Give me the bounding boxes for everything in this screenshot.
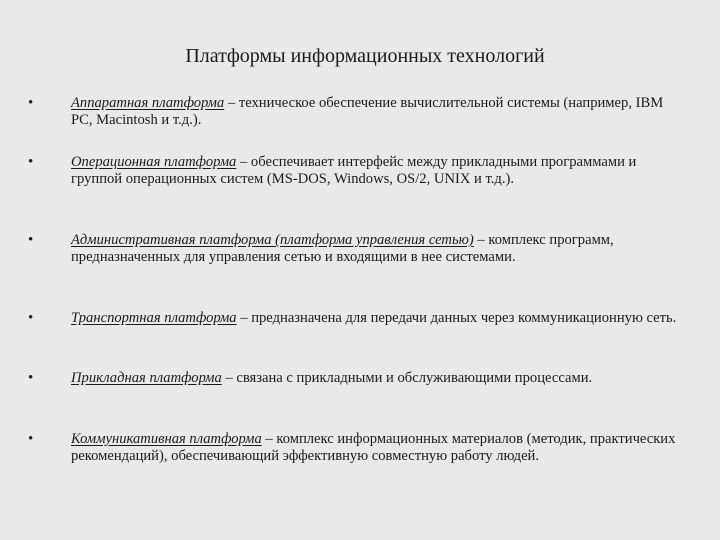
slide-title: Платформы информационных технологий <box>185 45 545 67</box>
term: Административная платформа (платформа управления сетью) <box>71 232 474 248</box>
description: – связана с прикладными и обслуживающими процессами. <box>221 370 593 386</box>
description: – комплекс информационных материалов (методик, практических рекомендаций), обеспечивающий эффективную совместную работу людей. <box>71 431 676 464</box>
bullet-text <box>71 370 681 387</box>
term: Коммуникативная платформа <box>71 431 262 447</box>
bullet-text <box>71 154 681 187</box>
term: Операционная платформа <box>71 154 237 170</box>
bullet-text <box>71 310 681 327</box>
description: – техническое обеспечение вычислительной системы (например, IBM PC, Macintosh и т.д.). <box>71 95 664 128</box>
description: – комплекс программ, предназначенных для управления сетью и входящими в нее системами. <box>71 232 614 265</box>
term: Прикладная платформа <box>71 370 222 386</box>
description: – предназначена для передачи данных через коммуникационную сеть. <box>236 310 677 326</box>
bullet-icon: • <box>28 95 34 111</box>
term: Аппаратная платформа <box>71 95 225 111</box>
term: Транспортная платформа <box>71 310 237 326</box>
bullet-icon: • <box>28 310 34 326</box>
bullet-text <box>71 95 681 128</box>
bullet-icon: • <box>28 232 34 248</box>
bullet-text <box>71 431 681 464</box>
bullet-icon: • <box>28 154 34 170</box>
description: – обеспечивает интерфейс между прикладными программами и группой операционных систем (MS-DOS, Windows, OS/2, UNIX и т.д.). <box>71 154 637 187</box>
bullet-icon: • <box>28 370 34 386</box>
bullet-text <box>71 232 681 265</box>
bullet-icon: • <box>28 431 34 447</box>
